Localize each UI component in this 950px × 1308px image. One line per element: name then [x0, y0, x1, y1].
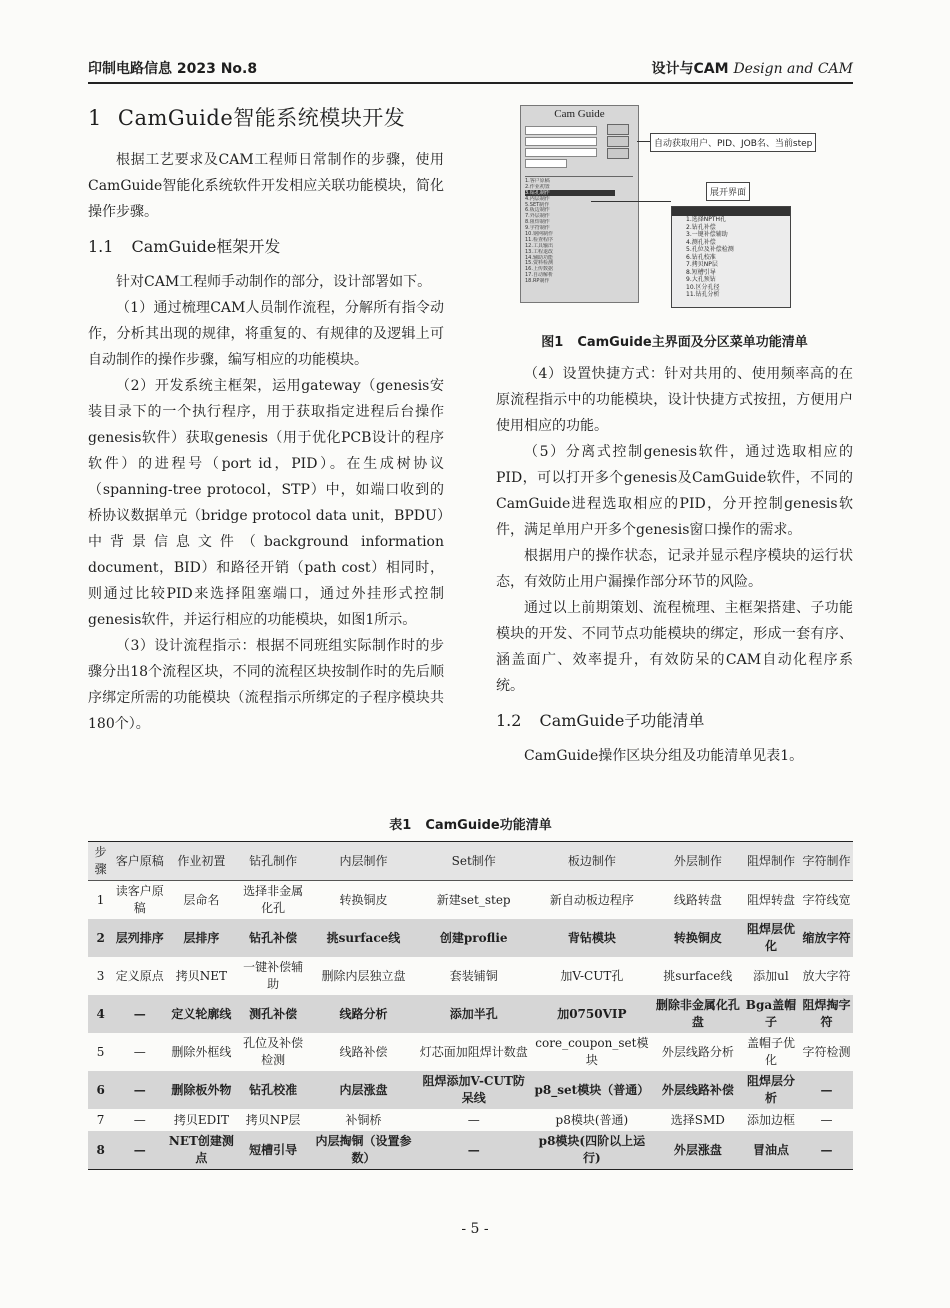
table-cell: 短槽引导: [237, 1131, 310, 1170]
table-caption-text: CamGuide功能清单: [425, 818, 552, 833]
section-title: CamGuide智能系统模块开发: [117, 106, 406, 130]
step-field: [525, 159, 567, 168]
table-cell: —: [417, 1131, 530, 1170]
table-cell: 线路转盘: [673, 892, 722, 907]
page-number: - 5 -: [461, 1221, 489, 1237]
paragraph: （3）设计流程指示：根据不同班组实际制作时的步骤分出18个流程区块，不同的流程区块按制作时的先后顺序绑定所需的功能模块（流程指示所绑定的子程序模块共180个）。: [88, 638, 444, 732]
camguide-window-screenshot: [520, 105, 639, 303]
function-list-table: [88, 841, 853, 1170]
submenu-header: [672, 207, 790, 216]
left-column: [88, 103, 444, 737]
table-cell: 盖帽子优化: [746, 1036, 795, 1067]
column-header: 外层制作: [654, 842, 742, 881]
table-cell: 7: [96, 1112, 105, 1127]
paragraph: 根据工艺要求及CAM工程师日常制作的步骤，使用CamGuide智能化系统软件开发相应关联功能模块，简化操作步骤。: [88, 152, 444, 220]
table-header-row: [88, 842, 853, 881]
table-cell: 一键补偿辅助: [243, 960, 304, 991]
table-cell: 放大字符: [802, 968, 851, 983]
paragraph: （1）通过梳理CAM人员制作流程，分解所有指令动作，分析其出现的规律，将重复的、有规律的及逻辑上可自动制作的操作步骤，编写相应的功能模块。: [88, 300, 444, 368]
table-cell: 字符线宽: [802, 892, 851, 907]
table-row: [88, 1109, 853, 1131]
section-label-en: Design and CAM: [733, 61, 853, 77]
user-field: [525, 126, 597, 135]
table-cell: 拷贝NP层: [245, 1112, 301, 1127]
subsection-title: CamGuide子功能清单: [539, 711, 705, 730]
paragraph: （2）开发系统主框架，运用gateway（genesis安装目录下的一个执行程序，用于获取指定进程后台操作genesis软件）获取genesis（用于优化PCB设计的程序软件）的进程号（port id，PID）。在生成树协议（spanning-tree protocol，STP）中，如端口收到的桥协议数据单元（bridge protocol data unit，BPDU）中背景信息文件（background information document，BID）和路径开销（path cost）相同时，则通过比较PID来选择阻塞端口，通过外挂形式控制genesis软件，并运行相应的功能模块，如图1所示。: [88, 378, 444, 628]
section-label: [652, 58, 853, 78]
table-cell: 外层线路分析: [661, 1044, 734, 1059]
table-cell: 拷贝EDIT: [173, 1112, 229, 1127]
header-rule: [88, 82, 853, 84]
section-number: 1: [88, 106, 102, 130]
paragraph: 针对CAM工程师手动制作的部分，设计部署如下。: [116, 274, 432, 290]
column-header: 内层制作: [310, 842, 418, 881]
expanded-submenu-screenshot: 1.选择NPTH孔 2.钻孔补偿 3.一键补偿辅助 4.测孔补偿 5.孔位及补偿检测 6.钻孔校准 7.拷贝NP层 8.短槽引导 9.大孔预钻 10.区分孔径 11.钻孔分析: [671, 206, 791, 308]
table-cell: 转换铜皮: [339, 892, 388, 907]
table-cell: 层列排序: [113, 919, 166, 957]
paragraph: 根据用户的操作状态，记录并显示程序模块的运行状态，有效防止用户漏操作部分环节的风险。: [496, 548, 853, 590]
table-cell: 定义原点: [115, 968, 164, 983]
table-cell: 1: [96, 892, 105, 907]
table-cell: p8模块(四阶以上运行): [530, 1131, 654, 1170]
table-cell: —: [820, 1112, 833, 1127]
table-cell: 创建proflie: [417, 919, 530, 957]
table-cell: 外层线路补偿: [654, 1071, 742, 1109]
window-title: Cam Guide: [554, 108, 605, 120]
table-cell: —: [133, 1044, 146, 1059]
callout-expand: 展开界面: [706, 182, 750, 201]
column-header: 钻孔制作: [237, 842, 310, 881]
expand-line: [591, 201, 671, 202]
column-header: 字符制作: [800, 842, 853, 881]
table-cell: 读客户原稿: [115, 884, 164, 915]
table-cell: 钻孔校准: [237, 1071, 310, 1109]
table-body: [88, 881, 853, 1170]
job-button: [607, 148, 629, 159]
table-cell: —: [113, 995, 166, 1033]
table-cell: 新建set_step: [436, 892, 511, 907]
table-cell: 补铜桥: [345, 1112, 382, 1127]
table-row: [88, 919, 853, 957]
subsection-title: CamGuide框架开发: [131, 237, 281, 256]
table-row: [88, 1071, 853, 1109]
table-cell: 层排序: [166, 919, 236, 957]
table-cell: 字符检测: [802, 1044, 851, 1059]
paragraph: （5）分离式控制genesis软件，通过选取相应的PID，可以打开多个genesis及CamGuide软件，不同的CamGuide进程选取相应的PID，分开控制genesis软件，满足单用户开多个genesis窗口操作的需求。: [496, 444, 853, 538]
column-header: 客户原稿: [113, 842, 166, 881]
table-cell: p8模块(普通): [555, 1112, 629, 1127]
callout-auto-fetch: 自动获取用户、PID、JOB名、当前step: [650, 133, 816, 152]
refresh-button: [607, 124, 629, 135]
table-cell: 孔位及补偿检测: [243, 1036, 304, 1067]
table-cell: 加0750VIP: [530, 995, 654, 1033]
table-cell: 背钻模块: [530, 919, 654, 957]
pid-field: [525, 137, 597, 146]
table-cell: 阻焊层分析: [742, 1071, 800, 1109]
table-cell: 5: [96, 1044, 105, 1059]
table-cell: —: [467, 1112, 480, 1127]
table-cell: core_coupon_set模块: [535, 1036, 649, 1067]
table-cell: 3: [96, 968, 105, 983]
table-cell: 线路分析: [310, 995, 418, 1033]
running-header: [88, 58, 853, 80]
table-row: [88, 1033, 853, 1071]
table-cell: 外层涨盘: [654, 1131, 742, 1170]
table-cell: 阻焊层优化: [742, 919, 800, 957]
table-cell: 添加半孔: [417, 995, 530, 1033]
flow-menu-list: 1.客户原稿 2.作业初置 3.钻孔制作 4.内层制作 5.SET制作 6.板边制作 7.外层制作 8.阻焊制作 9.字符制作 10.钢网制作 11.检查程序 12.工具输出 13.工程退改 14.辅助功能 15.资料检测 16.上传数据 17.自动解析 18.RP制作: [525, 178, 615, 284]
table-cell: 内层掏铜（设置参数）: [310, 1131, 418, 1170]
subsection-number: 1.2: [496, 711, 522, 730]
table-cell: NET创建测点: [166, 1131, 236, 1170]
table-cell: 转换铜皮: [654, 919, 742, 957]
table-cell: 钻孔补偿: [237, 919, 310, 957]
table-cell: 阻焊添加V-CUT防呆线: [417, 1071, 530, 1109]
table-cell: 删除内层独立盘: [321, 968, 406, 983]
column-header: 作业初置: [166, 842, 236, 881]
table-cell: 阻焊转盘: [746, 892, 795, 907]
window-tabs: [525, 168, 633, 177]
table-cell: 测孔补偿: [237, 995, 310, 1033]
table-cell: 删除板外物: [166, 1071, 236, 1109]
table-cell: —: [113, 1071, 166, 1109]
table-cell: 挑surface线: [310, 919, 418, 957]
job-field: [525, 148, 597, 157]
table-cell: 新自动板边程序: [549, 892, 634, 907]
figure-caption: [496, 333, 853, 353]
table-cell: 选择非金属化孔: [243, 884, 304, 915]
table-cell: 线路补偿: [339, 1044, 388, 1059]
pid-button: [607, 136, 629, 147]
column-header: 阻焊制作: [742, 842, 800, 881]
table-cell: 2: [88, 919, 113, 957]
section-label-cn: 设计与CAM: [651, 61, 729, 77]
paragraph: （4）设置快捷方式：针对共用的、使用频率高的在原流程指示中的功能模块，设计快捷方式按扭，方便用户使用相应的功能。: [496, 366, 853, 434]
table-row: [88, 957, 853, 995]
figure-caption-text: CamGuide主界面及分区菜单功能清单: [577, 335, 808, 350]
table-cell: 4: [88, 995, 113, 1033]
table-1: [88, 814, 853, 1170]
table-label: 表1: [389, 818, 412, 833]
callout-line: [637, 141, 650, 142]
table-cell: —: [800, 1131, 853, 1170]
table-cell: 套装铺铜: [449, 968, 498, 983]
table-row: [88, 881, 853, 920]
table-cell: 阻焊掏字符: [800, 995, 853, 1033]
table-cell: —: [113, 1131, 166, 1170]
table-cell: 删除外框线: [171, 1044, 232, 1059]
table-cell: 选择SMD: [670, 1112, 725, 1127]
section-heading: [88, 103, 444, 133]
table-row: [88, 1131, 853, 1170]
table-cell: 添加ul: [753, 968, 789, 983]
table-cell: Bga盖帽子: [742, 995, 800, 1033]
table-cell: 层命名: [183, 892, 220, 907]
subsection-number: 1.1: [88, 237, 114, 256]
right-column: [496, 103, 853, 769]
table-cell: 拷贝NET: [175, 968, 228, 983]
paragraph: 通过以上前期策划、流程梳理、主框架搭建、子功能模块的开发、不同节点功能模块的绑定，形成一套有序、涵盖面广、效率提升，有效防呆的CAM自动化程序系统。: [496, 600, 853, 694]
table-cell: 冒油点: [742, 1131, 800, 1170]
table-cell: 加V-CUT孔: [560, 968, 624, 983]
column-header: 步骤: [88, 842, 113, 881]
table-cell: —: [800, 1071, 853, 1109]
table-cell: 灯芯面加阻焊计数盘: [419, 1044, 528, 1059]
table-cell: 挑surface线: [663, 968, 733, 983]
table-cell: 添加边框: [746, 1112, 795, 1127]
column-header: 板边制作: [530, 842, 654, 881]
figure-label: 图1: [541, 335, 564, 350]
figure-1: [496, 103, 853, 321]
table-cell: 缩放字符: [800, 919, 853, 957]
table-cell: 8: [88, 1131, 113, 1170]
table-cell: p8_set模块（普通）: [530, 1071, 654, 1109]
table-caption: [88, 814, 853, 833]
table-cell: —: [133, 1112, 146, 1127]
subsection-heading: [88, 235, 444, 259]
table-cell: 定义轮廓线: [166, 995, 236, 1033]
table-cell: 删除非金属化孔盘: [654, 995, 742, 1033]
subsection-heading: [496, 709, 853, 733]
table-cell: 6: [88, 1071, 113, 1109]
journal-title: 印制电路信息 2023 No.8: [88, 61, 258, 77]
column-header: Set制作: [417, 842, 530, 881]
table-cell: 内层涨盘: [310, 1071, 418, 1109]
paragraph: CamGuide操作区块分组及功能清单见表1。: [524, 748, 804, 764]
table-row: [88, 995, 853, 1033]
